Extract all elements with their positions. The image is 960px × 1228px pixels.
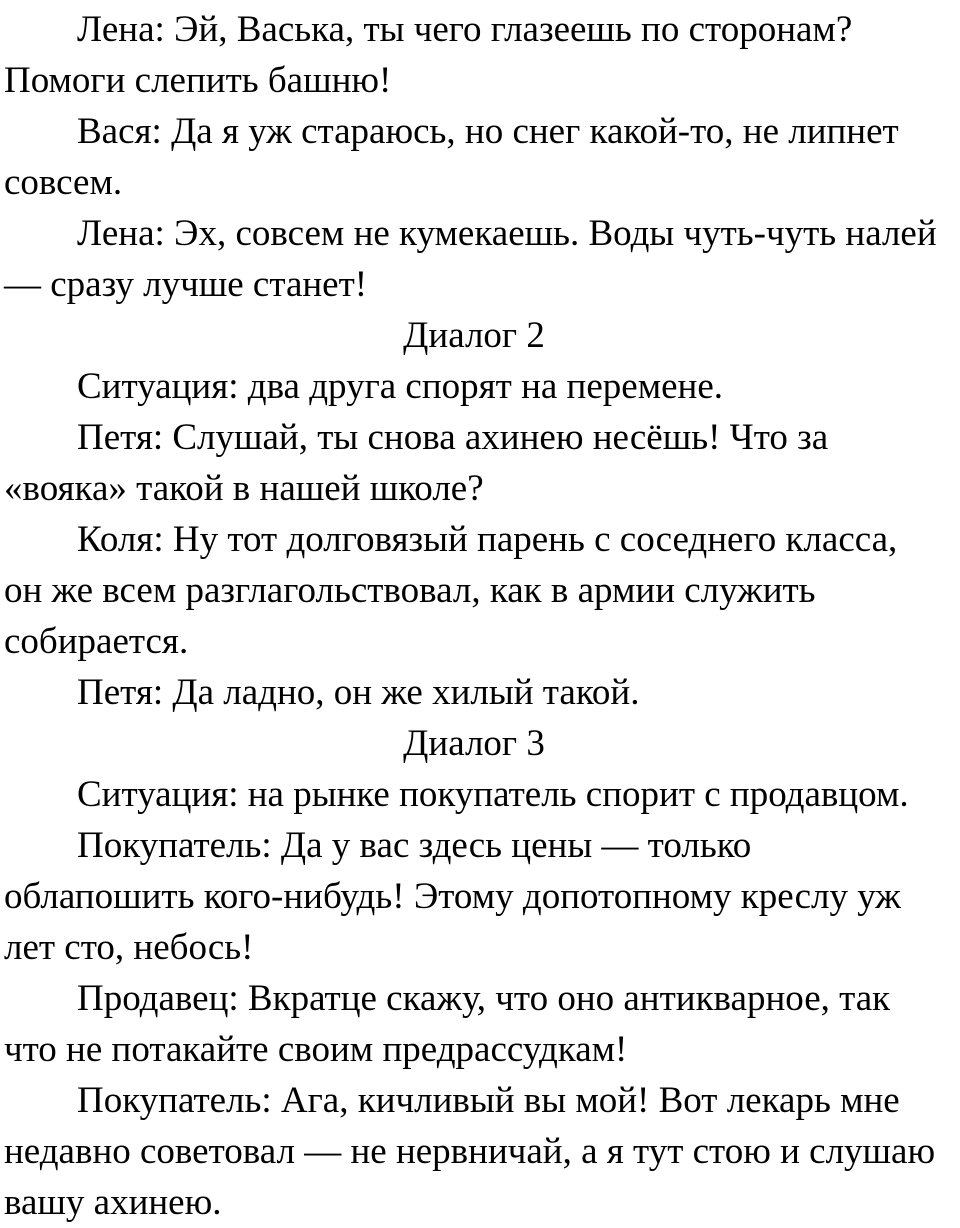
dialog-1-line-3: Лена: Эх, совсем не кумекаешь. Воды чуть-чуть налей — сразу лучше станет! <box>4 213 937 305</box>
dialog-2-section <box>4 310 944 718</box>
dialog-3-line-3: Продавец: Вкратце скажу, что оно антикварное, так что не потакайте своим предрассудкам! <box>4 978 891 1070</box>
dialog-2-line-1: Ситуация: два друга спорят на перемене. <box>77 366 724 407</box>
dialog-3-line-1: Ситуация: на рынке покупатель спорит с продавцом. <box>77 774 909 815</box>
dialog-1-section <box>4 4 944 310</box>
dialog-1-line-1: Лена: Эй, Васька, ты чего глазеешь по сторонам? Помоги слепить башню! <box>4 9 853 101</box>
dialog-2-line-4: Петя: Да ладно, он же хилый такой. <box>77 672 640 713</box>
dialog-2-title: Диалог 2 <box>403 315 545 356</box>
dialog-1-line-2: Вася: Да я уж стараюсь, но снег какой-то, не липнет совсем. <box>4 111 899 203</box>
dialog-3-line-2: Покупатель: Да у вас здесь цены — только облапошить кого-нибудь! Этому допотопному креслу уж лет сто, небось! <box>4 825 901 968</box>
dialog-2-line-3: Коля: Ну тот долговязый парень с соседнего класса, он же всем разглагольствовал, как в армии служить собирается. <box>4 519 898 662</box>
dialog-3-line-4: Покупатель: Ага, кичливый вы мой! Вот лекарь мне недавно советовал — не нервничай, а я тут стою и слушаю вашу ахинею. <box>4 1080 936 1223</box>
dialog-3-title: Диалог 3 <box>403 723 545 764</box>
dialog-3-section <box>4 718 944 1228</box>
document-page <box>4 4 944 1228</box>
dialog-2-line-2: Петя: Слушай, ты снова ахинею несёшь! Что за «вояка» такой в нашей школе? <box>4 417 829 509</box>
